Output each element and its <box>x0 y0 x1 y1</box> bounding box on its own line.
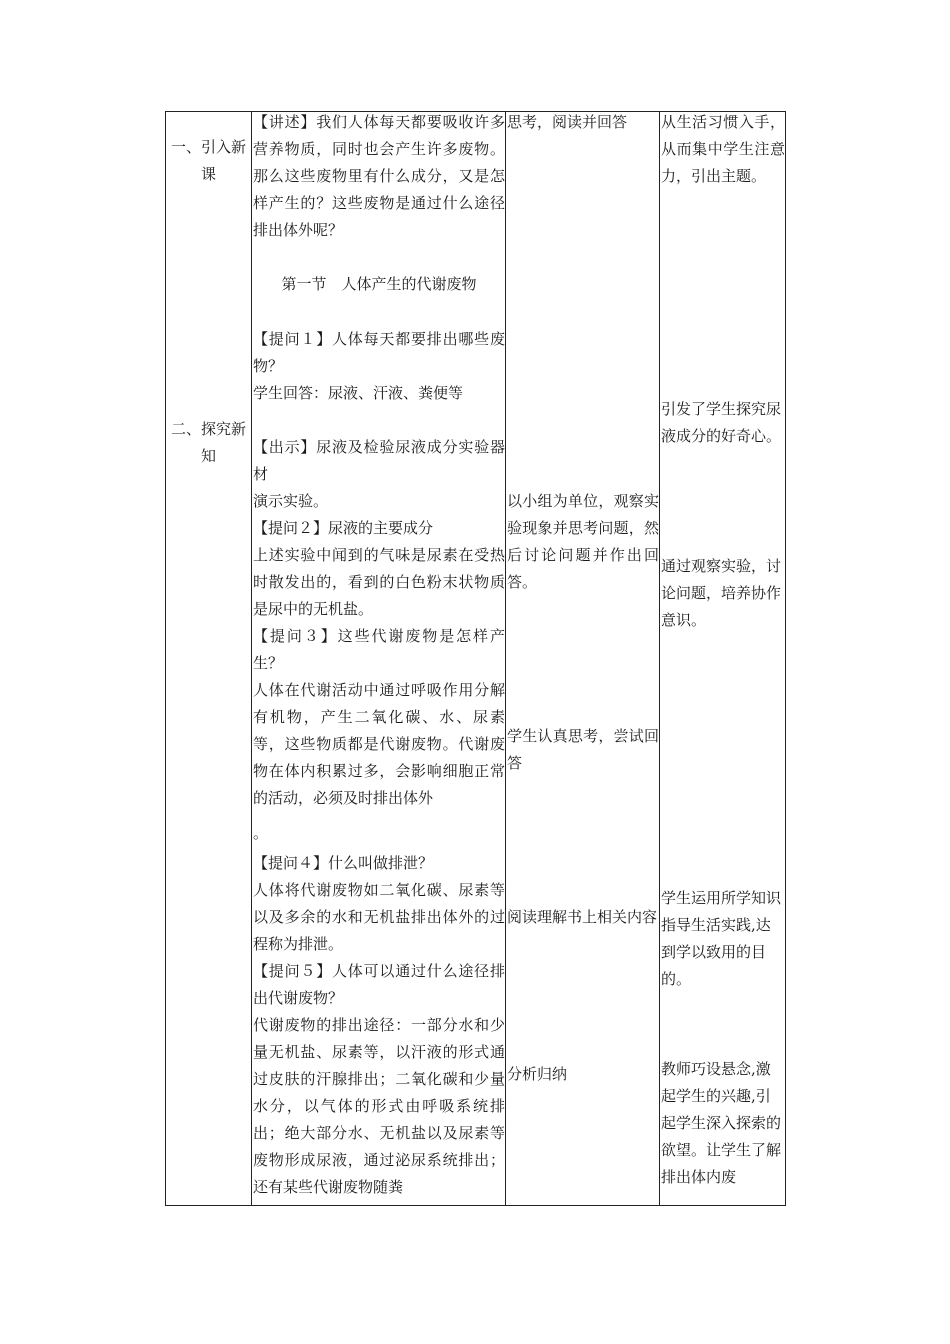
lesson-plan-table <box>165 111 786 1206</box>
design-intent-1: 从生活习惯入手，从而集中学生注意力，引出主题。 <box>661 113 785 185</box>
column-divider <box>251 112 252 1205</box>
student-activity-4: 阅读理解书上相关内容 <box>507 908 658 926</box>
show-materials: 【出示】尿液及检验尿液成分实验器材 <box>253 438 505 483</box>
answer-5: 代谢废物的排出途径：一部分水和少量无机盐、尿素等，以汗液的形式通过皮肤的汗腺排出；二氧化碳和少量水分，以气体的形式由呼吸系统排出；绝大部分水、无机盐以及尿素等废物形成尿液，通过泌尿系统排出；还有某些代谢废物随粪 <box>253 1016 505 1196</box>
answer-4: 人体将代谢废物如二氧化碳、尿素等以及多余的水和无机盐排出体外的过程称为排泄。 <box>253 881 505 953</box>
answer-3: 人体在代谢活动中通过呼吸作用分解有机物，产生二氧化碳、水、尿素等，这些物质都是代谢废物。代谢废物在体内积累过多，会影响细胞正常的活动，必须及时排出体外 <box>253 681 505 807</box>
column-divider <box>659 112 660 1205</box>
design-intent-2: 引发了学生探究尿液成分的好奇心。 <box>661 400 782 445</box>
question-2: 【提问２】尿液的主要成分 <box>253 519 434 537</box>
column-divider <box>505 112 506 1205</box>
question-4: 【提问４】什么叫做排泄？ <box>253 854 434 872</box>
question-3: 【提问３】这些代谢废物是怎样产生？ <box>253 627 505 672</box>
demo-experiment: 演示实验。 <box>253 492 329 510</box>
answer-1: 学生回答：尿液、汗液、粪便等 <box>253 384 464 402</box>
student-activity-3: 学生认真思考，尝试回答 <box>507 727 659 772</box>
section-title: 第一节 人体产生的代谢废物 <box>281 275 477 293</box>
design-intent-5: 教师巧设悬念,激起学生的兴趣,引起学生深入探索的欲望。让学生了解排出体内废 <box>661 1060 782 1186</box>
answer-2: 上述实验中闻到的气味是尿素在受热时散发出的，看到的白色粉末状物质是尿中的无机盐。 <box>253 546 505 618</box>
student-activity-5: 分析归纳 <box>507 1065 568 1083</box>
teacher-narration: 【讲述】我们人体每天都要吸收许多营养物质，同时也会产生许多废物。那么这些废物里有什么成分，又是怎样产生的？这些废物是通过什么途径排出体外呢？ <box>253 113 505 239</box>
question-1: 【提问１】人体每天都要排出哪些废物？ <box>253 330 505 375</box>
stage-explore: 二、探究新知 <box>170 420 246 465</box>
student-activity-1: 思考，阅读并回答 <box>507 113 628 131</box>
design-intent-4: 学生运用所学知识指导生活实践,达到学以致用的目的。 <box>661 889 782 988</box>
stage-intro: 一、引入新课 <box>170 138 246 183</box>
question-5: 【提问５】人体可以通过什么途径排出代谢废物？ <box>253 962 505 1007</box>
design-intent-3: 通过观察实验，讨论问题，培养协作意识。 <box>661 557 782 629</box>
student-activity-2: 以小组为单位，观察实验现象并思考问题，然后讨论问题并作出回答。 <box>507 492 659 591</box>
answer-3-tail: 。 <box>253 824 269 842</box>
